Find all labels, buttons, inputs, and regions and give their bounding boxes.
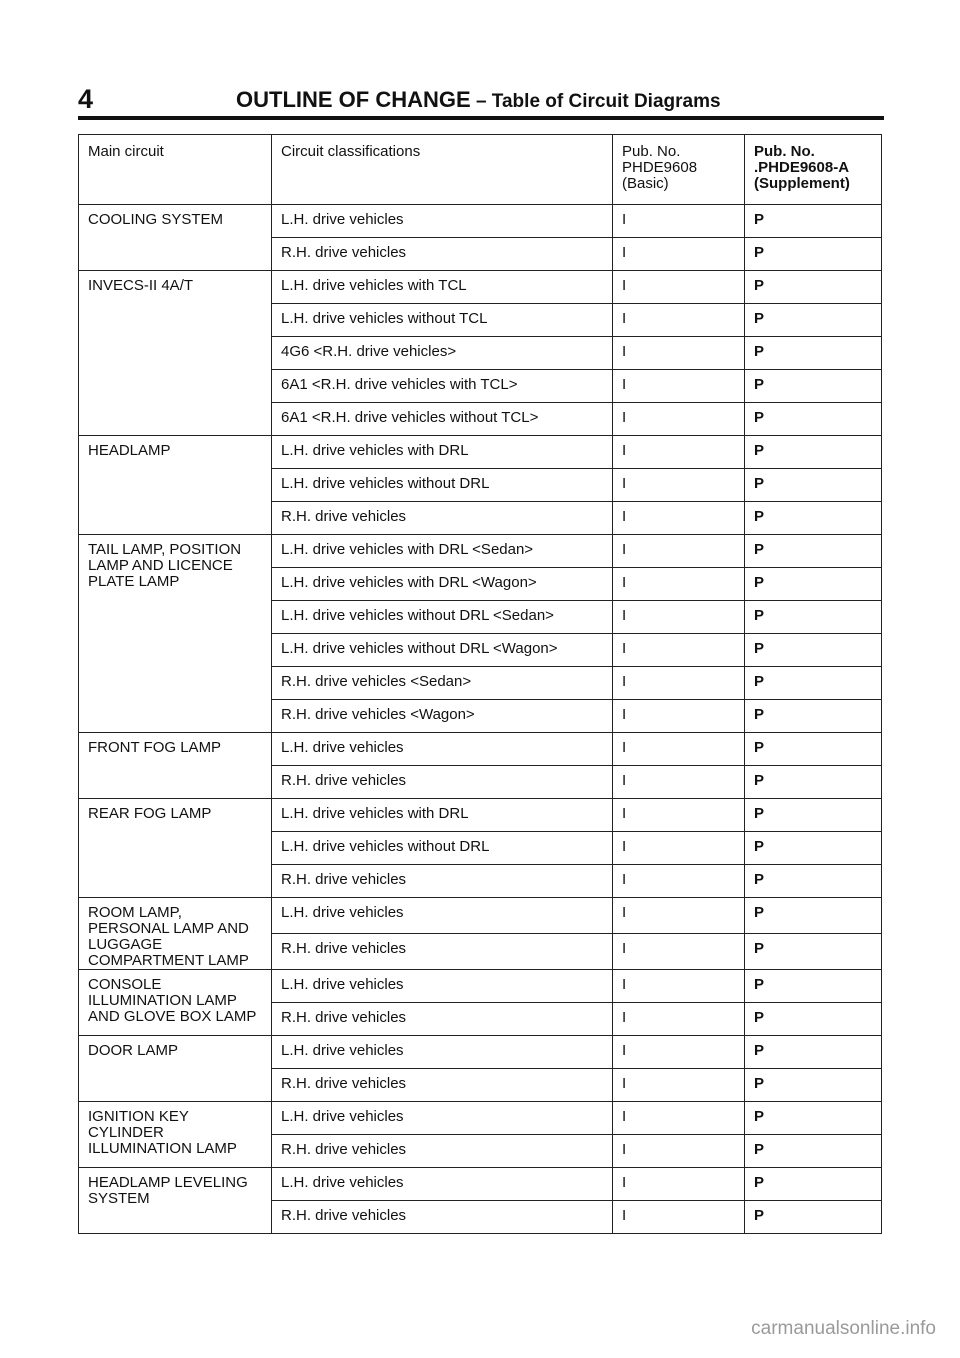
basic-pub-mark: I [613,205,745,238]
basic-pub-mark: I [613,733,745,766]
classification-cell: L.H. drive vehicles with TCL [272,271,613,304]
basic-pub-mark: I [613,601,745,634]
main-circuit-line: INVECS-II 4A/T [88,277,194,294]
supplement-pub-mark: P [745,700,882,733]
table-row [79,970,882,1003]
main-circuit-cell [79,1102,272,1168]
classification-cell: L.H. drive vehicles without DRL <Sedan> [272,601,613,634]
classification-cell: L.H. drive vehicles without TCL [272,304,613,337]
basic-pub-mark: I [613,502,745,535]
table-row [79,205,882,238]
classification-cell: L.H. drive vehicles without DRL <Wagon> [272,634,613,667]
classification-cell: L.H. drive vehicles with DRL <Wagon> [272,568,613,601]
basic-pub-mark: I [613,1069,745,1102]
classification-cell: R.H. drive vehicles [272,238,613,271]
classification-cell: R.H. drive vehicles [272,766,613,799]
main-circuit-cell [79,436,272,535]
circuit-diagram-table [78,134,882,1234]
supplement-pub-mark: P [745,238,882,271]
header-pub-basic [613,135,745,205]
supplement-pub-mark: P [745,934,882,970]
basic-pub-mark: I [613,1135,745,1168]
basic-pub-mark: I [613,304,745,337]
supplement-pub-mark: P [745,1003,882,1036]
header-rule [78,116,884,120]
table-header-row [79,135,882,205]
main-circuit-cell [79,898,272,970]
classification-cell: L.H. drive vehicles [272,970,613,1003]
basic-pub-mark: I [613,667,745,700]
main-circuit-line: IGNITION KEY [88,1108,189,1125]
basic-pub-mark: I [613,337,745,370]
classification-cell: L.H. drive vehicles [272,1168,613,1201]
main-circuit-line: CYLINDER [88,1124,164,1141]
basic-pub-mark: I [613,898,745,934]
watermark: carmanualsonline.info [751,1318,936,1339]
main-circuit-cell [79,970,272,1036]
classification-cell: R.H. drive vehicles [272,1135,613,1168]
supplement-pub-mark: P [745,535,882,568]
table-row [79,1168,882,1201]
page-number: 4 [78,84,94,114]
supplement-pub-mark: P [745,832,882,865]
classification-cell: R.H. drive vehicles [272,1201,613,1234]
main-circuit-cell [79,1168,272,1234]
classification-cell: R.H. drive vehicles <Wagon> [272,700,613,733]
main-circuit-cell [79,733,272,799]
supplement-pub-mark: P [745,1102,882,1135]
supplement-pub-mark: P [745,337,882,370]
table-row [79,733,882,766]
main-circuit-cell [79,205,272,271]
classification-cell: L.H. drive vehicles [272,205,613,238]
table-row [79,436,882,469]
classification-cell: 4G6 <R.H. drive vehicles> [272,337,613,370]
table-row [79,535,882,568]
main-circuit-line: ILLUMINATION LAMP [88,992,237,1009]
main-circuit-line: PLATE LAMP [88,573,180,590]
supplement-pub-mark: P [745,667,882,700]
basic-pub-mark: I [613,634,745,667]
basic-pub-mark: I [613,1201,745,1234]
title-main: OUTLINE OF CHANGE [236,87,471,112]
supplement-pub-mark: P [745,1069,882,1102]
basic-pub-mark: I [613,238,745,271]
supplement-pub-mark: P [745,403,882,436]
table-row [79,271,882,304]
main-circuit-cell [79,799,272,898]
supplement-pub-mark: P [745,1135,882,1168]
table-row [79,1102,882,1135]
classification-cell: R.H. drive vehicles [272,502,613,535]
supplement-pub-mark: P [745,1036,882,1069]
main-circuit-line: HEADLAMP LEVELING [88,1174,248,1191]
main-circuit-line: REAR FOG LAMP [88,805,212,822]
basic-pub-mark: I [613,271,745,304]
supplement-pub-mark: P [745,436,882,469]
table-row [79,898,882,934]
supplement-pub-mark: P [745,799,882,832]
main-circuit-line: ILLUMINATION LAMP [88,1140,237,1157]
main-circuit-line: COMPARTMENT LAMP [88,952,249,969]
classification-cell: R.H. drive vehicles [272,1069,613,1102]
title-subtitle: Table of Circuit Diagrams [491,91,721,112]
main-circuit-line: FRONT FOG LAMP [88,739,222,756]
classification-cell: L.H. drive vehicles [272,898,613,934]
basic-pub-mark: I [613,970,745,1003]
main-circuit-cell [79,1036,272,1102]
basic-pub-mark: I [613,469,745,502]
classification-cell: R.H. drive vehicles [272,865,613,898]
basic-pub-mark: I [613,865,745,898]
basic-pub-mark: I [613,934,745,970]
main-circuit-line: SYSTEM [88,1190,150,1207]
classification-cell: 6A1 <R.H. drive vehicles without TCL> [272,403,613,436]
supplement-pub-mark: P [745,1201,882,1234]
classification-cell: L.H. drive vehicles without DRL [272,832,613,865]
supplement-pub-mark: P [745,1168,882,1201]
supplement-pub-mark: P [745,304,882,337]
header-pub-supplement-line: Pub. No. [754,143,815,160]
header-circuit-classifications: Circuit classifications [272,135,613,205]
basic-pub-mark: I [613,799,745,832]
supplement-pub-mark: P [745,271,882,304]
supplement-pub-mark: P [745,634,882,667]
header-pub-basic-line: (Basic) [622,175,669,192]
main-circuit-line: COOLING SYSTEM [88,211,224,228]
classification-cell: L.H. drive vehicles with DRL [272,799,613,832]
basic-pub-mark: I [613,370,745,403]
basic-pub-mark: I [613,700,745,733]
supplement-pub-mark: P [745,469,882,502]
classification-cell: L.H. drive vehicles [272,733,613,766]
main-circuit-line: CONSOLE [88,976,162,993]
main-circuit-cell [79,535,272,733]
supplement-pub-mark: P [745,568,882,601]
basic-pub-mark: I [613,832,745,865]
main-circuit-line: ROOM LAMP, [88,904,182,921]
main-circuit-line: PERSONAL LAMP AND [88,920,249,937]
main-circuit-cell [79,271,272,436]
header-pub-basic-line: Pub. No. [622,143,681,160]
main-circuit-line: DOOR LAMP [88,1042,179,1059]
basic-pub-mark: I [613,1003,745,1036]
main-circuit-line: TAIL LAMP, POSITION [88,541,242,558]
supplement-pub-mark: P [745,865,882,898]
supplement-pub-mark: P [745,898,882,934]
classification-cell: L.H. drive vehicles with DRL [272,436,613,469]
header-main-circuit: Main circuit [79,135,272,205]
main-circuit-line: HEADLAMP [88,442,171,459]
classification-cell: L.H. drive vehicles [272,1102,613,1135]
header-pub-basic-line: PHDE9608 [622,159,698,176]
classification-cell: L.H. drive vehicles without DRL [272,469,613,502]
basic-pub-mark: I [613,568,745,601]
basic-pub-mark: I [613,1102,745,1135]
main-circuit-line: LUGGAGE [88,936,163,953]
supplement-pub-mark: P [745,502,882,535]
header-pub-supplement-line: (Supplement) [754,175,850,192]
supplement-pub-mark: P [745,733,882,766]
main-circuit-line: LAMP AND LICENCE [88,557,233,574]
classification-cell: R.H. drive vehicles [272,934,613,970]
basic-pub-mark: I [613,1036,745,1069]
main-circuit-line: AND GLOVE BOX LAMP [88,1008,257,1025]
basic-pub-mark: I [613,403,745,436]
classification-cell: L.H. drive vehicles [272,1036,613,1069]
classification-cell: L.H. drive vehicles with DRL <Sedan> [272,535,613,568]
classification-cell: R.H. drive vehicles <Sedan> [272,667,613,700]
supplement-pub-mark: P [745,205,882,238]
basic-pub-mark: I [613,436,745,469]
classification-cell: 6A1 <R.H. drive vehicles with TCL> [272,370,613,403]
supplement-pub-mark: P [745,601,882,634]
supplement-pub-mark: P [745,970,882,1003]
supplement-pub-mark: P [745,370,882,403]
table-row [79,799,882,832]
basic-pub-mark: I [613,766,745,799]
header-pub-supplement [745,135,882,205]
page-header [78,84,884,116]
page-title [236,87,721,113]
header-pub-supplement-line: .PHDE9608-A [754,159,850,176]
basic-pub-mark: I [613,1168,745,1201]
basic-pub-mark: I [613,535,745,568]
title-separator: – [470,91,492,112]
table-row [79,1036,882,1069]
supplement-pub-mark: P [745,766,882,799]
classification-cell: R.H. drive vehicles [272,1003,613,1036]
